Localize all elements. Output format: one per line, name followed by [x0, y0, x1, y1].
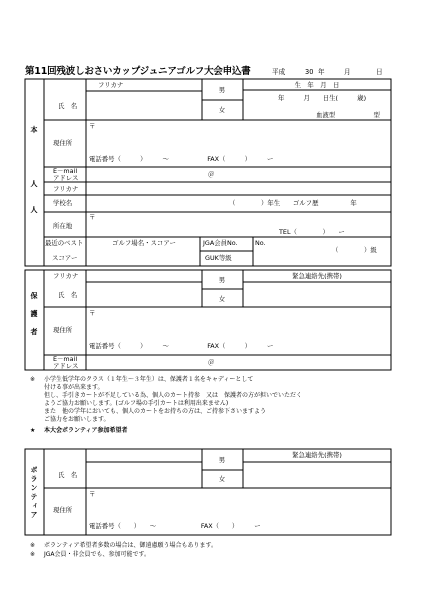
- jga-label-1: JGA会員No.: [203, 239, 238, 247]
- child-furigana-label: フリカナ: [53, 185, 79, 193]
- guardian-name-label: 氏 名: [58, 291, 78, 299]
- star-mark: ★: [30, 427, 36, 434]
- location-label: 所在地: [53, 222, 73, 230]
- school-grade-line[interactable]: （ ）年生 ゴルフ歴 年: [229, 199, 357, 207]
- location-postal-mark: 〒: [89, 213, 96, 221]
- player-name-label: 氏 名: [58, 102, 78, 110]
- course-score-header: ゴルフ場名・スコアー: [112, 239, 176, 247]
- player-email-label-1: E－mail: [53, 167, 78, 175]
- footer-mark-1: ※: [30, 542, 36, 549]
- form-title: 第11回残波しおさいカップジュニアゴルフ大会申込書: [25, 66, 251, 77]
- player-side-label: 本 人: [30, 126, 38, 189]
- player-email-at[interactable]: ＠: [208, 170, 215, 178]
- player-email-label-2: アドレス: [53, 174, 79, 182]
- volunteer-gender-female[interactable]: 女: [218, 475, 226, 483]
- note-line-5: また 他の学年においても、個人のカートをお持ちの方は、ご持参下さいますよう: [44, 408, 267, 415]
- note-line-2: 付ける事が出来ます。: [44, 384, 104, 391]
- guardian-email-label-1: E－mail: [53, 355, 78, 363]
- player-gender-male[interactable]: 男: [218, 86, 226, 94]
- note-line-3: 但し、手引きカートが不足している為、個人のカート持参 又は 保護者の方が担いでいただく: [44, 392, 303, 399]
- volunteer-side-label: ボランティア: [30, 466, 38, 520]
- guardian-gender-male[interactable]: 男: [218, 276, 226, 284]
- note-mark: ※: [30, 376, 36, 383]
- header-day-label: 日: [376, 68, 383, 76]
- footer-line-2: JGA会員・非会員でも、参加可能です。: [44, 551, 151, 558]
- header-month-label: 月: [344, 68, 351, 76]
- best-score-label-1: 最近のベスト: [45, 239, 84, 247]
- note-line-6: ご協力をお願いします。: [44, 416, 110, 423]
- jga-label-2: GUK等級: [205, 254, 232, 262]
- footer-line-1: ボランティア希望者多数の場合は、御遠慮願う場合もあります。: [44, 542, 218, 549]
- volunteer-gender-male[interactable]: 男: [218, 456, 226, 464]
- jga-number-line[interactable]: No.: [255, 239, 266, 247]
- header-year-label: 年: [318, 68, 325, 76]
- volunteer-emergency-field[interactable]: [244, 463, 390, 487]
- volunteer-header: 本大会ボランティア参加希望者: [44, 427, 128, 434]
- note-line-4: ようご協力お願いします。(ゴルフ場の手引カートは利用出来ません): [44, 400, 229, 407]
- school-label: 学校名: [53, 199, 73, 207]
- footer-mark-2: ※: [30, 551, 36, 558]
- birth-date-line[interactable]: 年 月 日生( 歳): [278, 94, 367, 102]
- volunteer-postal-mark: 〒: [89, 490, 96, 498]
- player-furigana-label: フリカナ: [98, 81, 124, 89]
- player-postal-mark: 〒: [89, 122, 96, 130]
- volunteer-furigana-field[interactable]: [87, 450, 201, 461]
- guk-rank-line[interactable]: （ ）級: [332, 246, 377, 254]
- guardian-gender-female[interactable]: 女: [218, 295, 226, 303]
- birth-date-header: 生 年 月 日: [294, 81, 340, 89]
- player-phone-line[interactable]: 電話番号（ ） 〜 FAX（ ） ー: [89, 155, 274, 163]
- volunteer-name-label: 氏 名: [58, 471, 78, 479]
- player-side-label-2: 人: [30, 206, 38, 215]
- volunteer-emergency-label: 緊急連絡先(携帯): [292, 451, 342, 459]
- header-year: 30: [305, 68, 314, 76]
- player-address-label: 現住所: [53, 139, 73, 147]
- blood-type-line[interactable]: 血液型 型: [316, 111, 380, 119]
- guardian-email-at[interactable]: ＠: [208, 358, 215, 366]
- volunteer-address-label: 現住所: [53, 506, 73, 514]
- guardian-furigana-label: フリカナ: [53, 272, 79, 280]
- guardian-phone-line[interactable]: 電話番号（ ） 〜 FAX（ ） ー: [89, 342, 274, 350]
- header-era: 平成: [272, 68, 286, 76]
- guardian-side-label: 保 護 者: [30, 292, 38, 337]
- guardian-postal-mark: 〒: [89, 309, 96, 317]
- volunteer-name-field[interactable]: [87, 463, 201, 487]
- player-gender-female[interactable]: 女: [218, 106, 226, 114]
- location-tel-line[interactable]: TEL（ ） ー: [279, 228, 345, 236]
- volunteer-address-field[interactable]: [87, 489, 390, 519]
- note-line-1: 小学生低学年のクラス（１年生～３年生）は、保護者１名をキャディーとして: [44, 376, 254, 383]
- volunteer-phone-line[interactable]: 電話番号（ ） 〜 FAX（ ） ー: [89, 522, 261, 530]
- guardian-emergency-label: 緊急連絡先(携帯): [292, 272, 342, 280]
- guardian-address-label: 現住所: [53, 326, 73, 334]
- best-score-label-2: スコアー: [52, 254, 78, 262]
- guardian-email-label-2: アドレス: [53, 362, 79, 370]
